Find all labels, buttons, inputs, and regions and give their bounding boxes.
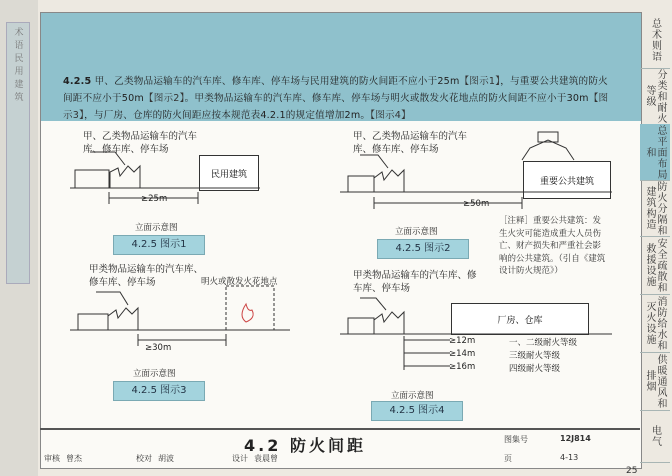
chapter-nav-label: 供暖通风和排烟 xyxy=(644,353,666,409)
left-tab-label: 筑 xyxy=(12,92,23,101)
fig3-garage-roof xyxy=(108,308,138,330)
fig2-distance: ≥50m xyxy=(463,199,490,209)
chapter-nav-item[interactable] xyxy=(640,294,670,353)
fig4-garage-shape xyxy=(348,318,374,334)
fig4-caption: 4.2.5 图示4 xyxy=(371,401,463,421)
designer-name: 袁晨曾 xyxy=(254,454,278,463)
left-tab-label: 民 xyxy=(12,53,23,62)
chapter-nav-label: 消防给水和灭火设施 xyxy=(644,295,666,351)
fig1-distance: ≥25m xyxy=(141,194,168,204)
fig2-leader xyxy=(360,155,388,168)
chapter-nav-label: 总术则语 xyxy=(649,18,661,62)
fig3-distance: ≥30m xyxy=(145,343,172,353)
chapter-nav-item[interactable] xyxy=(640,410,670,463)
fig2-garage-roof xyxy=(374,170,404,192)
review-label: 审核 xyxy=(44,454,60,463)
chapter-nav-item[interactable] xyxy=(640,352,670,411)
atlas-label: 图集号 xyxy=(504,435,528,444)
fig2-garage-label: 甲、乙类物品运输车的汽车库、修车库、停车场 xyxy=(353,131,468,155)
fig2-note: ［注释］重要公共建筑：发生火灾可能造成重大人员伤亡、财产损失和严重社会影响的公共建筑。（引自《建筑设计防火规范》） xyxy=(499,216,606,276)
chapter-nav-item[interactable] xyxy=(640,180,670,237)
left-tab-label: 术 xyxy=(12,27,23,36)
fig1-garage-roof xyxy=(110,166,140,188)
fig4-distance-1: ≥12m xyxy=(449,336,476,346)
flame-icon xyxy=(242,304,253,322)
chapter-nav-label: 安全疏散和救援设施 xyxy=(644,237,666,293)
chapter-nav-label: 总平面布局和 xyxy=(644,124,666,180)
figure-ref-1[interactable]: 【图示1】 xyxy=(459,76,501,87)
figure-ref-2[interactable]: 【图示2】 xyxy=(143,93,185,104)
page-number: 25 xyxy=(626,466,638,476)
chapter-nav-item[interactable] xyxy=(640,124,670,181)
fig2-dome xyxy=(522,140,574,160)
design-label: 设计 xyxy=(232,454,248,463)
title-block xyxy=(40,428,640,467)
right-chapter-nav xyxy=(640,12,672,467)
chapter-nav-label: 防火分隔和建筑构造 xyxy=(644,180,666,236)
chapter-nav-label: 电气 xyxy=(649,425,661,447)
fig4-grade-1: 一、二级耐火等级 xyxy=(509,338,578,348)
fig1-garage-shape xyxy=(75,170,109,188)
clause-text-part: ，与厂房、仓库的防火间距应按本规范表4.2.1的规定值增加2m。 xyxy=(84,110,371,121)
left-tab-label: 用 xyxy=(12,66,23,75)
fig4-building-label: 厂房、仓库 xyxy=(497,315,543,326)
left-tab-label: 语 xyxy=(12,40,23,49)
fig4-grade-3: 四级耐火等级 xyxy=(509,364,561,374)
fig3-fire-label: 明火或散发火花地点 xyxy=(201,277,278,287)
fig4-distance-2: ≥14m xyxy=(449,349,476,359)
checker-name: 胡波 xyxy=(158,454,174,463)
fig2-caption: 4.2.5 图示2 xyxy=(377,239,469,259)
fig3-garage-label: 甲类物品运输车的汽车库、修车库、停车场 xyxy=(89,264,204,288)
page-label: 页 xyxy=(504,454,512,463)
atlas-number: 12J814 xyxy=(560,434,591,443)
chapter-nav-item[interactable] xyxy=(640,68,670,125)
page-title: 4.2 防火间距 xyxy=(244,436,366,455)
chapter-nav-item[interactable] xyxy=(640,12,670,69)
fig1-garage-label: 甲、乙类物品运输车的汽车库、修车库、停车场 xyxy=(83,131,198,155)
fig2-garage-shape xyxy=(348,176,374,192)
fig4-leader xyxy=(360,298,386,310)
fig1-leader xyxy=(90,152,125,165)
fig2-building-label: 重要公共建筑 xyxy=(539,176,594,187)
clause-number: 4.2.5 xyxy=(63,76,92,87)
sheet-page: 4-13 xyxy=(560,453,579,462)
fig1-building-label: 民用建筑 xyxy=(210,169,247,180)
fig1-view-label: 立面示意图 xyxy=(135,223,178,233)
figure-ref-4[interactable]: 【图示4】 xyxy=(370,110,411,121)
chapter-nav-item[interactable] xyxy=(640,236,670,295)
fig4-grade-2: 三级耐火等级 xyxy=(509,351,561,361)
check-label: 校对 xyxy=(136,454,152,463)
fig3-view-label: 立面示意图 xyxy=(133,369,176,379)
clause-text-part: 。甲类物品运输车的汽车库、修车库、停车场与明火或散发火花地点的防火间距不应小于30m xyxy=(184,93,589,104)
fig4-distance-3: ≥16m xyxy=(449,362,476,372)
fig4-garage-label: 甲类物品运输车的汽车库、修车库、停车场 xyxy=(353,270,477,294)
fig3-leader xyxy=(96,292,128,305)
clause-text-part: ，与重要公共建筑的防火间距不应小于50m xyxy=(63,76,608,104)
reviewer-name: 曾杰 xyxy=(66,454,82,463)
fig1-caption: 4.2.5 图示1 xyxy=(113,235,205,255)
fig2-view-label: 立面示意图 xyxy=(395,227,438,237)
left-tab-label: 建 xyxy=(12,79,23,88)
chapter-nav-label: 分类和耐火等级 xyxy=(644,68,666,124)
fig3-garage-shape xyxy=(78,314,108,330)
figure-ref-3[interactable]: 【图示3】 xyxy=(63,93,609,121)
clause-text-part: 甲、乙类物品运输车的汽车库、修车库、停车场与民用建筑的防火间距不应小于25m xyxy=(94,76,460,87)
fig4-view-label: 立面示意图 xyxy=(391,391,434,401)
fig3-caption: 4.2.5 图示3 xyxy=(113,381,205,401)
fig3-fire-zone xyxy=(226,286,274,330)
fig4-garage-roof xyxy=(374,312,404,334)
